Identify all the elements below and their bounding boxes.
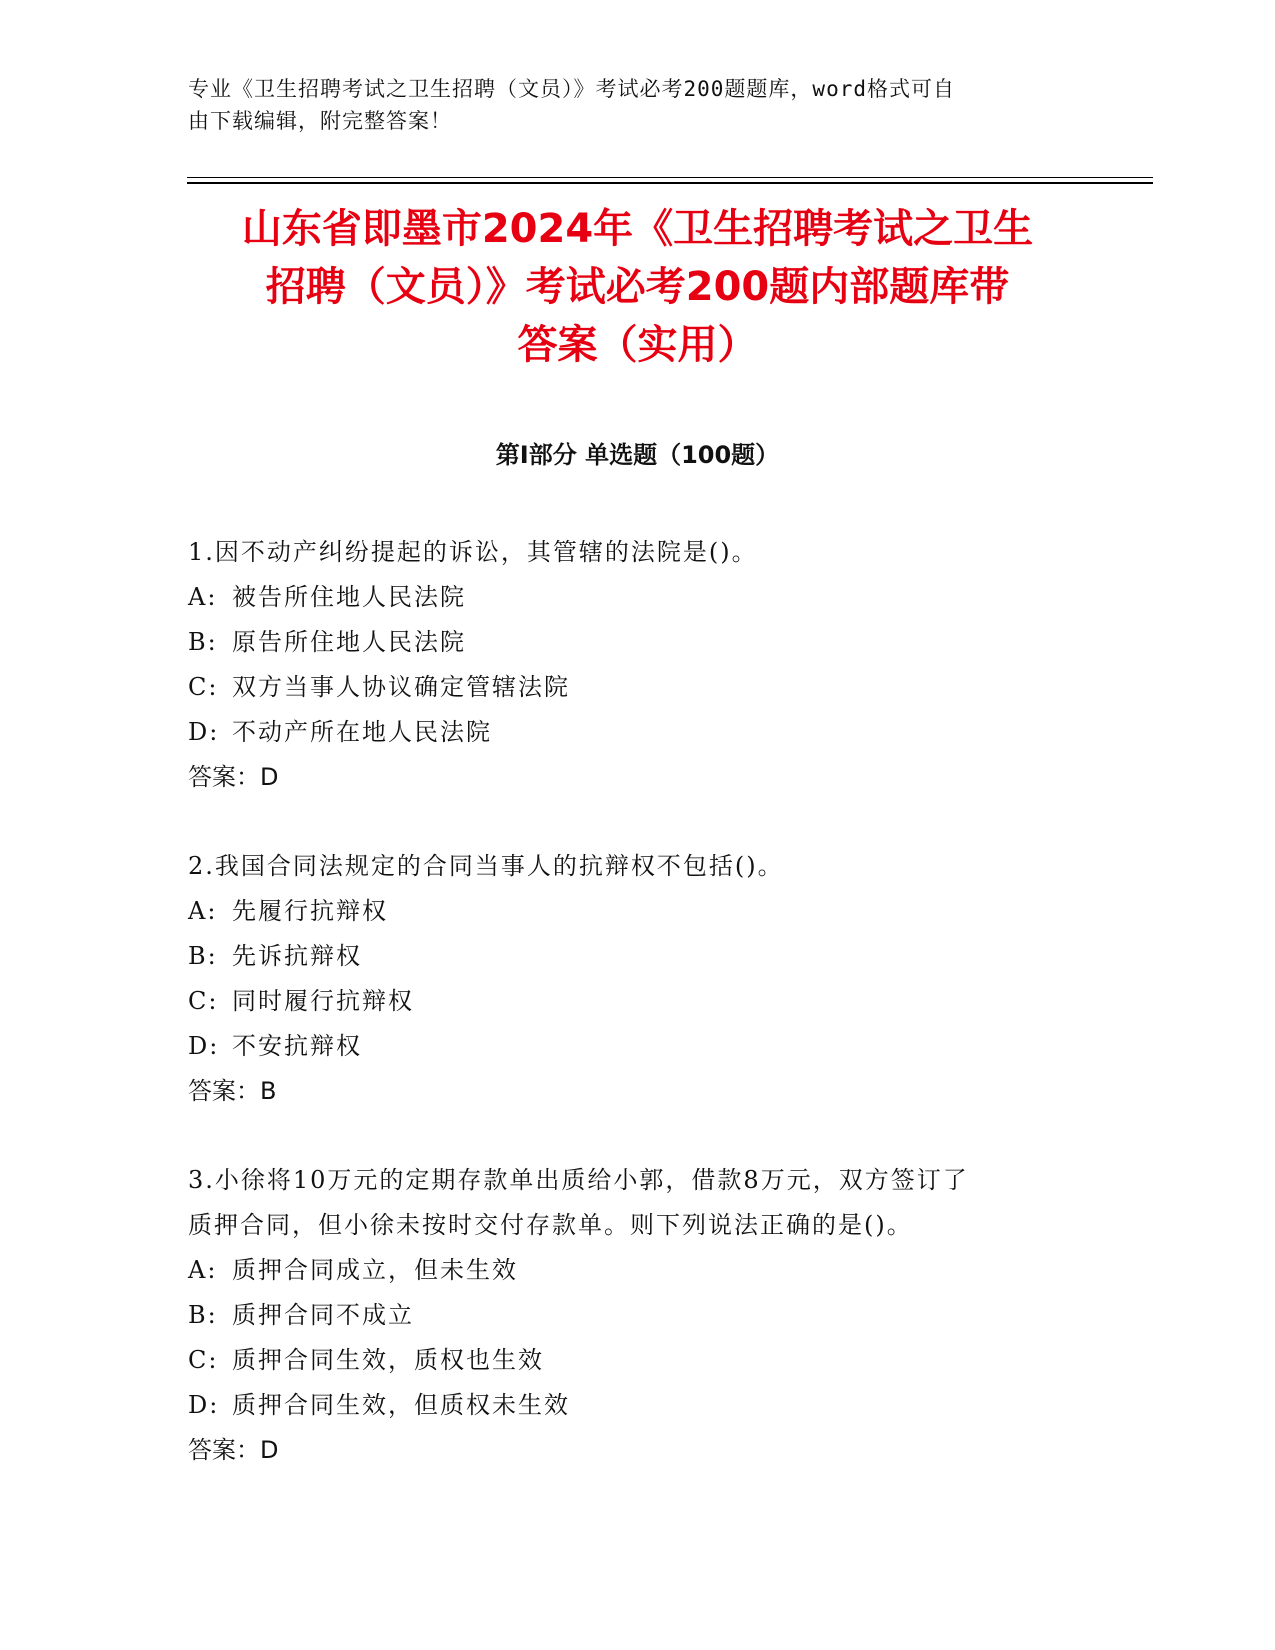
option-key: C: bbox=[188, 1346, 219, 1374]
option-text: 被告所住地人民法院 bbox=[232, 583, 466, 611]
option-text: 原告所住地人民法院 bbox=[232, 628, 466, 656]
option-key: D: bbox=[188, 1391, 220, 1419]
answer-text: 答案：D bbox=[188, 763, 279, 791]
option-text: 不动产所在地人民法院 bbox=[232, 718, 492, 746]
option-key: C: bbox=[188, 673, 219, 701]
option-text: 同时履行抗辩权 bbox=[232, 987, 414, 1015]
option-text: 先履行抗辩权 bbox=[232, 897, 388, 925]
option-b bbox=[188, 1293, 1088, 1338]
option-c bbox=[188, 665, 1088, 710]
option-c bbox=[188, 979, 1088, 1024]
question-item bbox=[188, 1158, 1088, 1473]
question-text: 2.我国合同法规定的合同当事人的抗辩权不包括()。 bbox=[188, 852, 784, 880]
title-line: 答案（实用） bbox=[517, 322, 758, 368]
option-d bbox=[188, 1024, 1088, 1069]
question-text: 1.因不动产纠纷提起的诉讼，其管辖的法院是()。 bbox=[188, 538, 758, 566]
intro-text bbox=[188, 73, 1088, 137]
question-item bbox=[188, 844, 1088, 1114]
option-b bbox=[188, 934, 1088, 979]
header-rule-thin bbox=[187, 177, 1153, 178]
option-text: 质押合同生效，但质权未生效 bbox=[232, 1391, 570, 1419]
intro-line: 由下载编辑，附完整答案！ bbox=[188, 109, 452, 133]
question-text: 3.小徐将10万元的定期存款单出质给小郭，借款8万元，双方签订了 bbox=[188, 1166, 969, 1194]
intro-line: 专业《卫生招聘考试之卫生招聘（文员）》考试必考200题题库，word格式可自 bbox=[188, 77, 955, 101]
option-a bbox=[188, 575, 1088, 620]
option-text: 双方当事人协议确定管辖法院 bbox=[232, 673, 570, 701]
section-heading: 第Ⅰ部分 单选题（100题） bbox=[495, 441, 780, 469]
option-key: B: bbox=[188, 628, 218, 656]
option-key: B: bbox=[188, 942, 218, 970]
document-title bbox=[140, 200, 1135, 374]
option-a bbox=[188, 889, 1088, 934]
option-key: B: bbox=[188, 1301, 218, 1329]
title-line: 招聘（文员）》考试必考200题内部题库带 bbox=[265, 264, 1010, 310]
option-d bbox=[188, 1383, 1088, 1428]
option-a bbox=[188, 1248, 1088, 1293]
option-d bbox=[188, 710, 1088, 755]
option-key: C: bbox=[188, 987, 219, 1015]
option-c bbox=[188, 1338, 1088, 1383]
answer-text: 答案：D bbox=[188, 1436, 279, 1464]
option-key: D: bbox=[188, 1032, 220, 1060]
option-key: A: bbox=[188, 897, 218, 925]
option-text: 质押合同不成立 bbox=[232, 1301, 414, 1329]
question-list bbox=[188, 530, 1088, 1517]
option-text: 先诉抗辩权 bbox=[232, 942, 362, 970]
option-b bbox=[188, 620, 1088, 665]
question-item bbox=[188, 530, 1088, 800]
option-text: 不安抗辩权 bbox=[232, 1032, 362, 1060]
option-text: 质押合同生效，质权也生效 bbox=[232, 1346, 544, 1374]
title-line: 山东省即墨市2024年《卫生招聘考试之卫生 bbox=[241, 206, 1034, 252]
answer-text: 答案：B bbox=[188, 1077, 277, 1105]
header-rule-thick bbox=[187, 182, 1153, 184]
option-key: A: bbox=[188, 583, 218, 611]
question-text: 质押合同，但小徐未按时交付存款单。则下列说法正确的是()。 bbox=[188, 1211, 913, 1239]
option-key: A: bbox=[188, 1256, 218, 1284]
option-key: D: bbox=[188, 718, 220, 746]
option-text: 质押合同成立，但未生效 bbox=[232, 1256, 518, 1284]
